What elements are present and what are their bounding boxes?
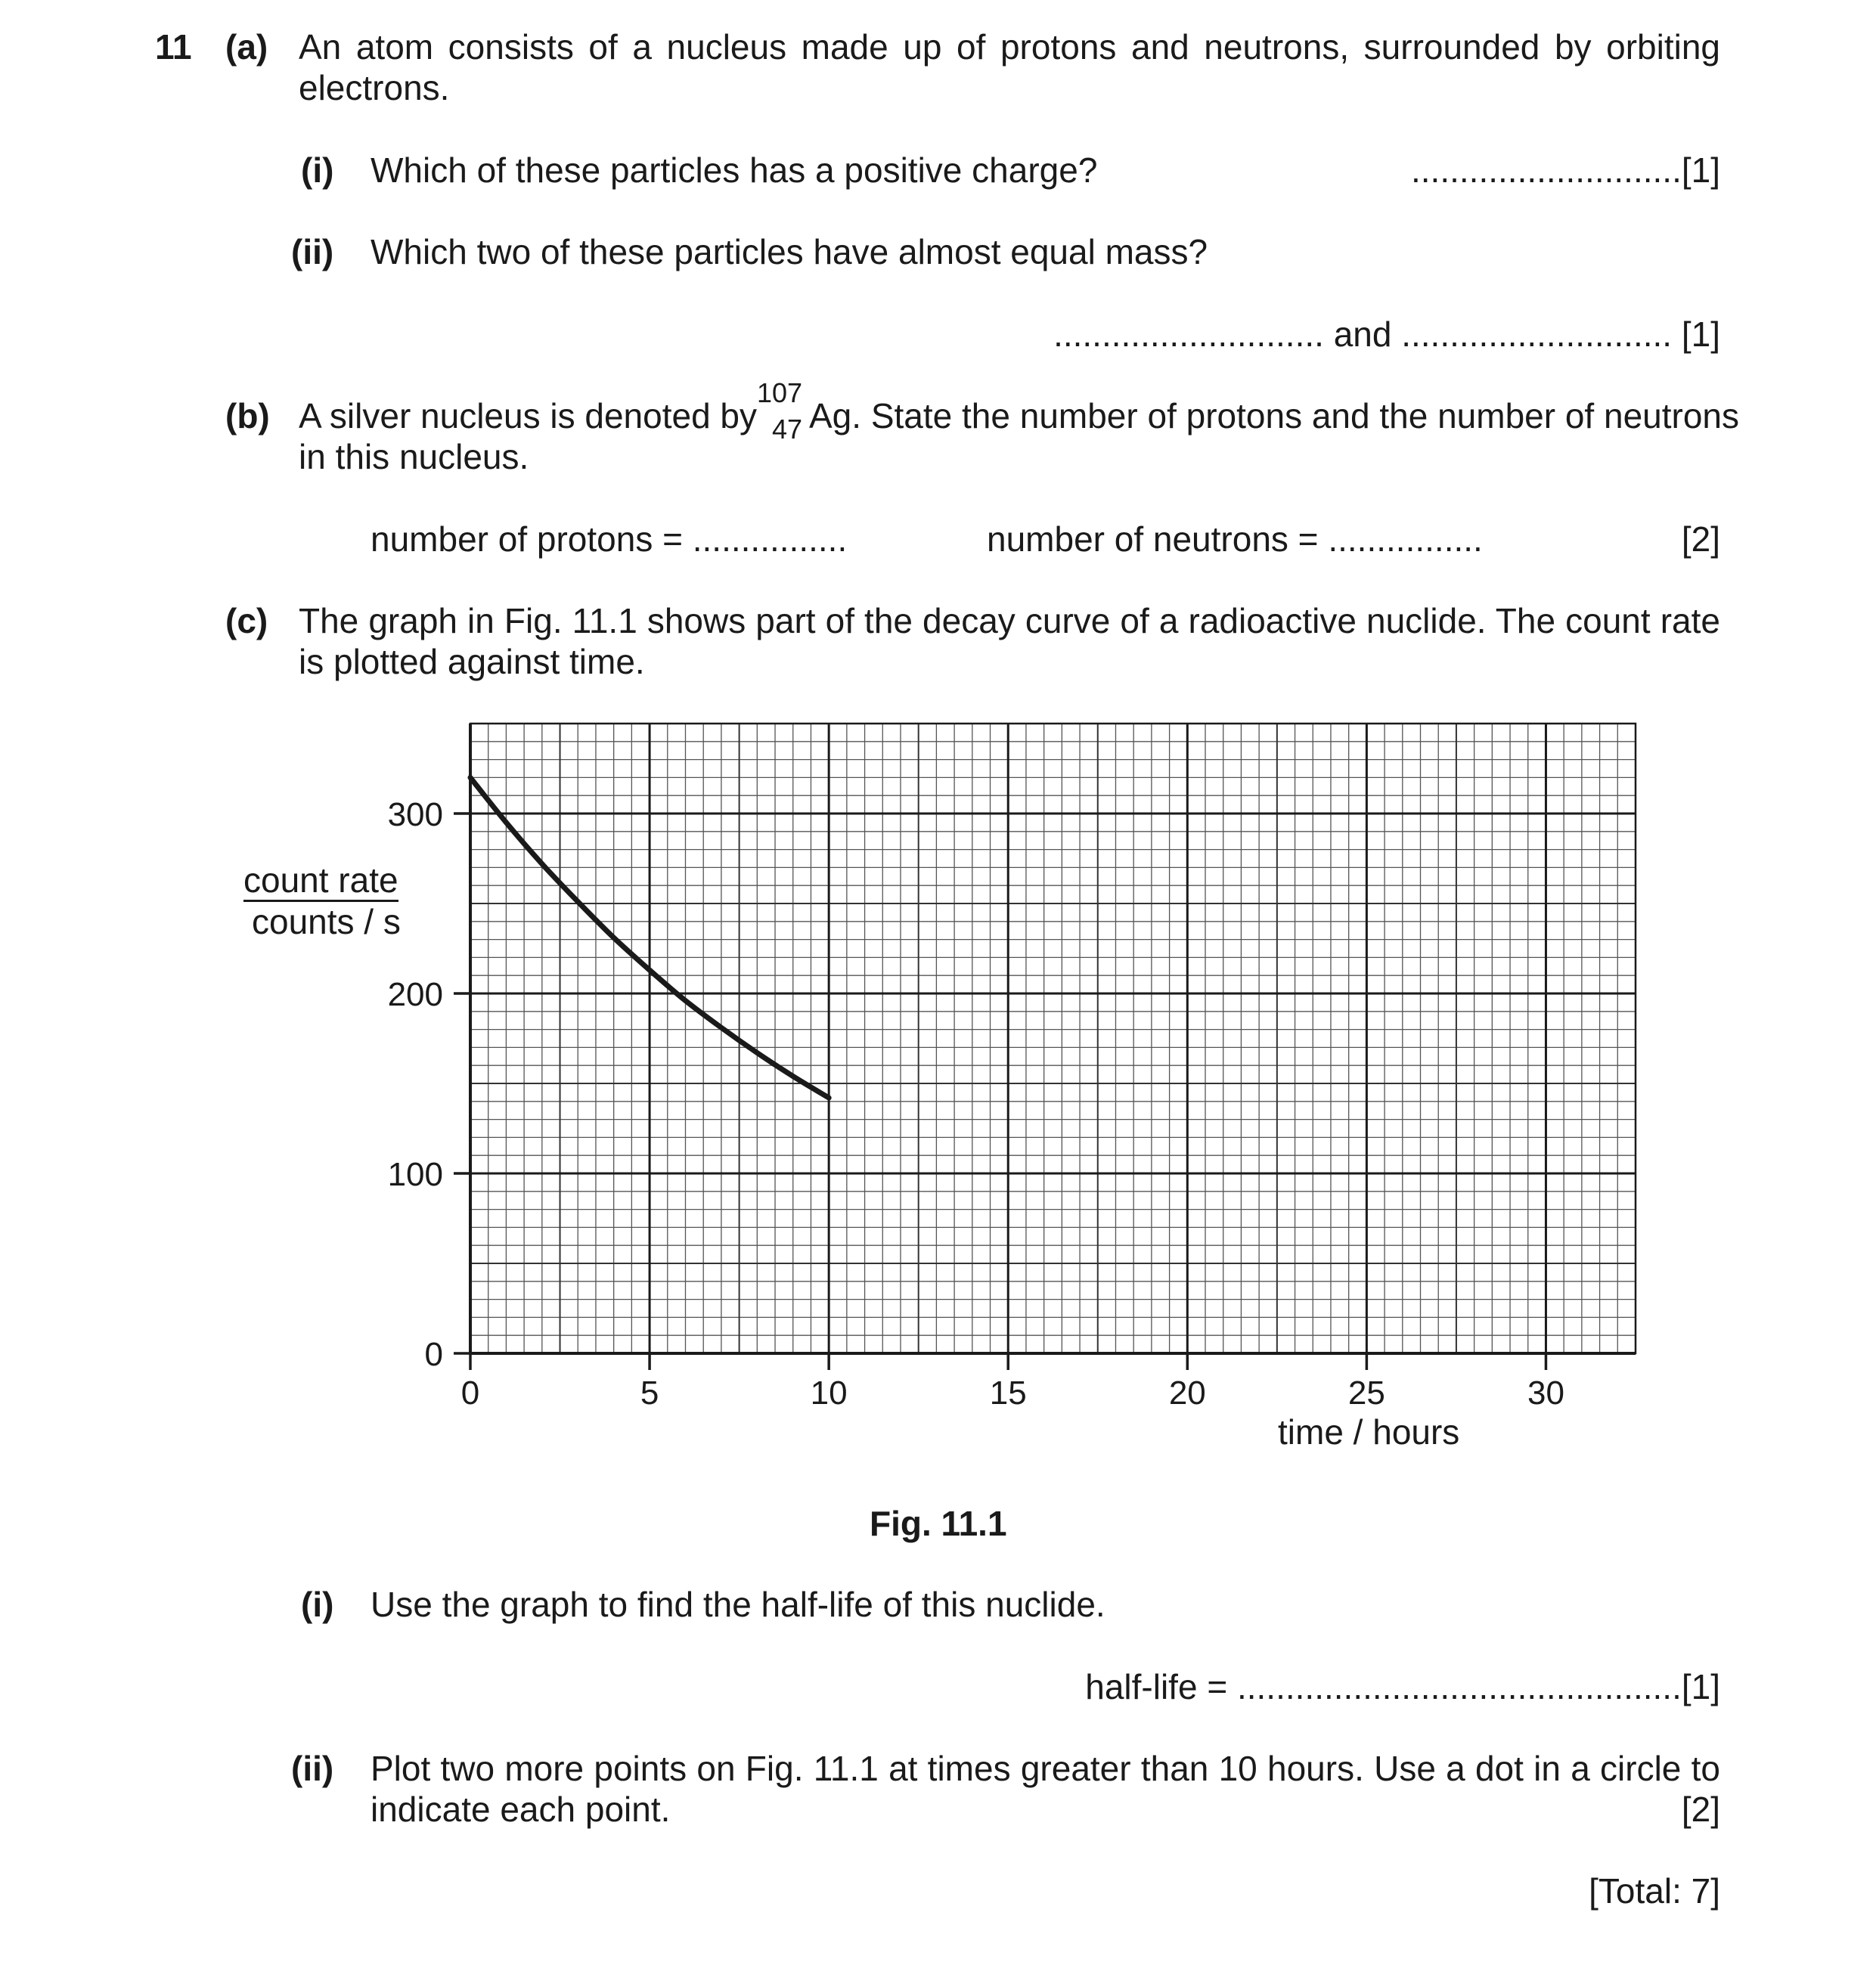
part-b-text-post bbox=[809, 395, 1739, 436]
x-tick-label: 0 bbox=[460, 1375, 480, 1412]
plot-border bbox=[470, 724, 1636, 1353]
y-axis-label-top: count rate bbox=[243, 860, 398, 900]
part-a-ii-answer-line[interactable]: ............................ and ............................ [1] bbox=[1053, 315, 1720, 354]
axes bbox=[470, 724, 1636, 1353]
part-b-text-post-span: . State the number of protons and the number of neutrons bbox=[851, 396, 1740, 435]
part-c-text-line1: The graph in Fig. 11.1 shows part of the decay curve of a radioactive nuclide. The count rate bbox=[299, 601, 1720, 640]
y-axis-label-bottom: counts / s bbox=[252, 902, 401, 941]
figure-caption: Fig. 11.1 bbox=[870, 1504, 1007, 1543]
part-b-marks: [2] bbox=[1681, 519, 1720, 559]
part-c-label: (c) bbox=[225, 601, 268, 640]
part-c-i-text: Use the graph to find the half-life of this nuclide. bbox=[371, 1585, 1105, 1624]
part-a-text-line1: An atom consists of a nucleus made up of protons and neutrons, surrounded by orbiting bbox=[299, 27, 1720, 67]
y-tick-label: 0 bbox=[424, 1336, 443, 1373]
atomic-number: 47 bbox=[772, 414, 803, 445]
part-a-text-line2: electrons. bbox=[299, 68, 450, 107]
part-c-ii-text-line2: indicate each point. bbox=[371, 1790, 671, 1829]
y-tick-label: 100 bbox=[387, 1156, 443, 1193]
x-tick-label: 25 bbox=[1347, 1375, 1385, 1412]
part-c-ii-text-line1: Plot two more points on Fig. 11.1 at times greater than 10 hours. Use a dot in a circle to bbox=[371, 1749, 1720, 1788]
grid-fine-lines bbox=[470, 724, 1636, 1353]
x-tick-label: 10 bbox=[810, 1375, 848, 1412]
protons-answer-line[interactable]: number of protons = ................ bbox=[371, 519, 848, 559]
grid-mid-lines bbox=[470, 724, 1636, 1353]
x-tick-label: 5 bbox=[640, 1375, 659, 1412]
grid-major-lines bbox=[470, 724, 1636, 1353]
mass-number: 107 bbox=[757, 377, 803, 408]
part-a-i-answer-line[interactable]: ............................[1] bbox=[1411, 150, 1720, 190]
part-c-ii-marks: [2] bbox=[1681, 1790, 1720, 1829]
part-b-label: (b) bbox=[225, 396, 270, 435]
tick-marks bbox=[454, 814, 1546, 1370]
part-a-ii-text: Which two of these particles have almost equal mass? bbox=[371, 232, 1208, 271]
part-c-text-line2: is plotted against time. bbox=[299, 642, 645, 681]
y-tick-label: 300 bbox=[387, 796, 443, 833]
part-a-i-label: (i) bbox=[301, 150, 334, 190]
part-c-i-label: (i) bbox=[301, 1585, 334, 1624]
total-marks: [Total: 7] bbox=[1589, 1871, 1720, 1911]
y-tick-label: 200 bbox=[387, 976, 443, 1013]
x-tick-label: 30 bbox=[1527, 1375, 1564, 1412]
element-symbol: Ag bbox=[809, 396, 852, 435]
part-a-label: (a) bbox=[225, 27, 268, 67]
half-life-answer-line[interactable]: half-life = ..............................................[1] bbox=[1085, 1667, 1720, 1706]
part-a-ii-label: (ii) bbox=[291, 232, 334, 271]
part-c-ii-label: (ii) bbox=[291, 1749, 334, 1788]
part-a-i-text: Which of these particles has a positive charge? bbox=[371, 150, 1098, 190]
x-tick-label: 20 bbox=[1168, 1375, 1206, 1412]
part-b-text-pre: A silver nucleus is denoted by bbox=[299, 396, 758, 435]
neutrons-answer-line[interactable]: number of neutrons = ................ bbox=[987, 519, 1483, 559]
x-axis-label: time / hours bbox=[1278, 1412, 1460, 1452]
question-number: 11 bbox=[155, 27, 192, 67]
part-b-text-line2: in this nucleus. bbox=[299, 437, 529, 476]
x-tick-label: 15 bbox=[989, 1375, 1027, 1412]
decay-graph[interactable] bbox=[0, 711, 1876, 1467]
